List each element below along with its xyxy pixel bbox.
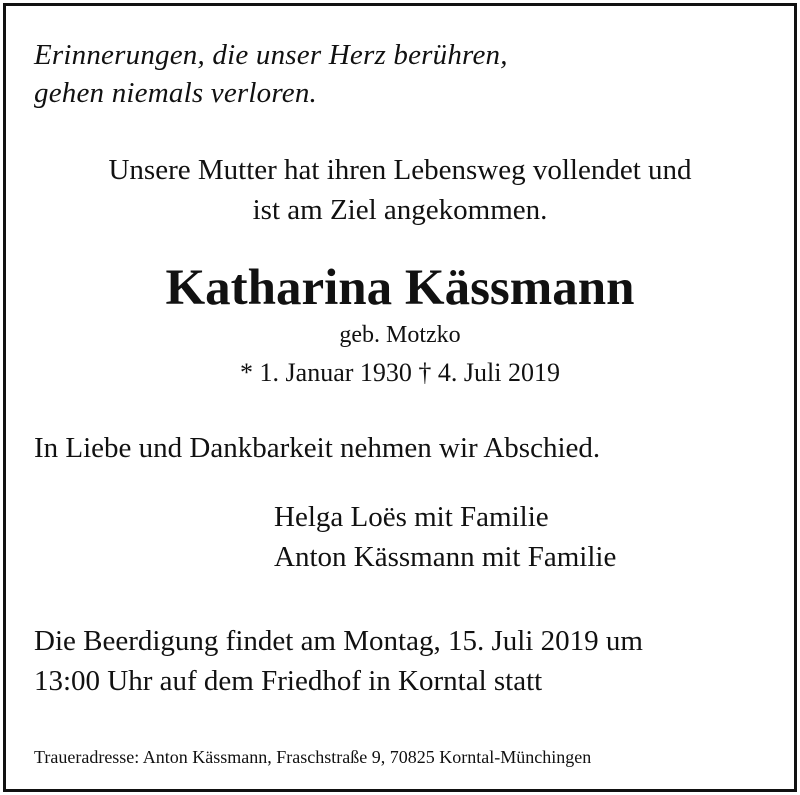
maiden-name: geb. Motzko [339,322,461,348]
motto-line-1: Erinnerungen, die unser Herz berühren, [34,39,508,71]
deceased-name: Katharina Kässmann [165,260,635,316]
life-dates: * 1. Januar 1930 † 4. Juli 2019 [240,358,560,387]
farewell-text: In Liebe und Dankbarkeit nehmen wir Abschied. [34,432,601,464]
mourner-item: Helga Loës mit Familie [274,501,549,533]
funeral-line-2: 13:00 Uhr auf dem Friedhof in Korntal statt [34,665,543,697]
funeral-info [34,621,643,701]
mourning-address: Traueradresse: Anton Kässmann, Fraschstraße 9, 70825 Korntal-Münchingen [34,747,592,767]
funeral-line-1: Die Beerdigung findet am Montag, 15. Juli 2019 um [34,625,643,657]
motto [34,36,508,112]
intro-line-2: ist am Ziel angekommen. [252,194,548,226]
mourner-item: Anton Kässmann mit Familie [274,541,617,573]
intro-text [0,150,800,230]
intro-line-1: Unsere Mutter hat ihren Lebensweg vollendet und [108,154,692,186]
motto-line-2: gehen niemals verloren. [34,77,317,109]
mourners-list [274,497,616,577]
